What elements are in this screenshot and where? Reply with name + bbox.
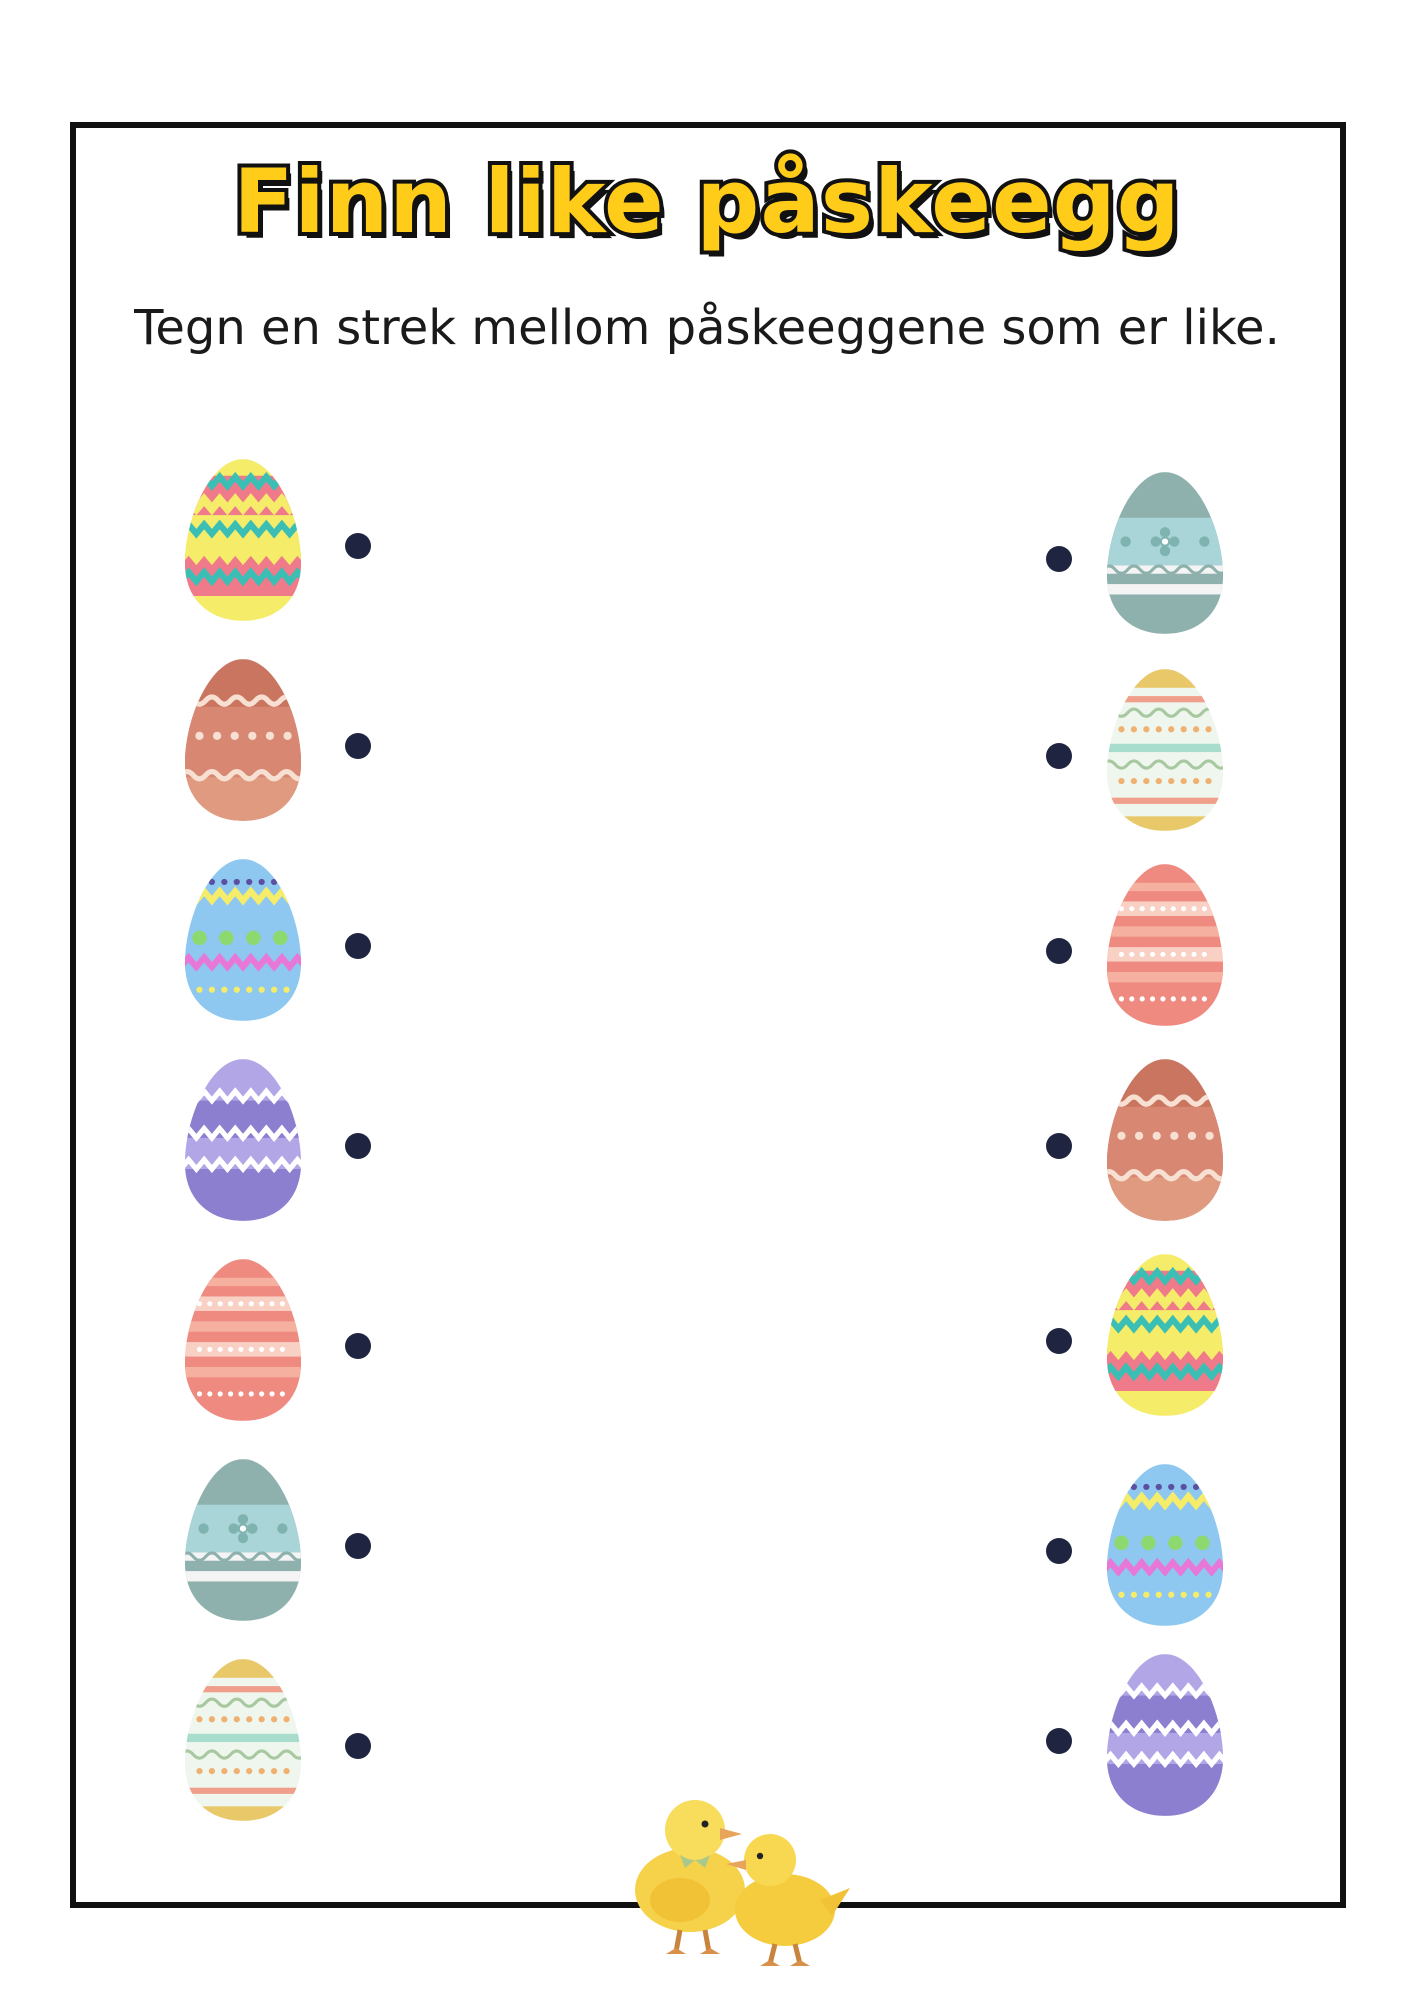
- left-connector-dot-7[interactable]: [345, 1733, 371, 1759]
- right-egg-4: [1100, 1055, 1230, 1225]
- right-connector-dot-2[interactable]: [1046, 743, 1072, 769]
- right-connector-dot-1[interactable]: [1046, 546, 1072, 572]
- right-egg-2: [1100, 665, 1230, 835]
- right-connector-dot-3[interactable]: [1046, 938, 1072, 964]
- right-connector-dot-5[interactable]: [1046, 1328, 1072, 1354]
- left-connector-dot-5[interactable]: [345, 1333, 371, 1359]
- left-connector-dot-1[interactable]: [345, 533, 371, 559]
- left-connector-dot-6[interactable]: [345, 1533, 371, 1559]
- left-egg-1: [178, 455, 308, 625]
- left-egg-3: [178, 855, 308, 1025]
- right-connector-dot-6[interactable]: [1046, 1538, 1072, 1564]
- worksheet-title: Finn like påskeegg: [233, 150, 1181, 253]
- right-connector-dot-7[interactable]: [1046, 1728, 1072, 1754]
- left-egg-4: [178, 1055, 308, 1225]
- left-connector-dot-4[interactable]: [345, 1133, 371, 1159]
- left-egg-5: [178, 1255, 308, 1425]
- right-egg-6: [1100, 1460, 1230, 1630]
- ducklings-illustration: [610, 1770, 870, 1970]
- left-egg-6: [178, 1455, 308, 1625]
- right-egg-7: [1100, 1650, 1230, 1820]
- left-egg-2: [178, 655, 308, 825]
- right-connector-dot-4[interactable]: [1046, 1133, 1072, 1159]
- worksheet-instruction: Tegn en strek mellom påskeeggene som er like.: [134, 300, 1280, 356]
- right-egg-5: [1100, 1250, 1230, 1420]
- right-egg-1: [1100, 468, 1230, 638]
- left-connector-dot-3[interactable]: [345, 933, 371, 959]
- right-egg-3: [1100, 860, 1230, 1030]
- left-egg-7: [178, 1655, 308, 1825]
- left-connector-dot-2[interactable]: [345, 733, 371, 759]
